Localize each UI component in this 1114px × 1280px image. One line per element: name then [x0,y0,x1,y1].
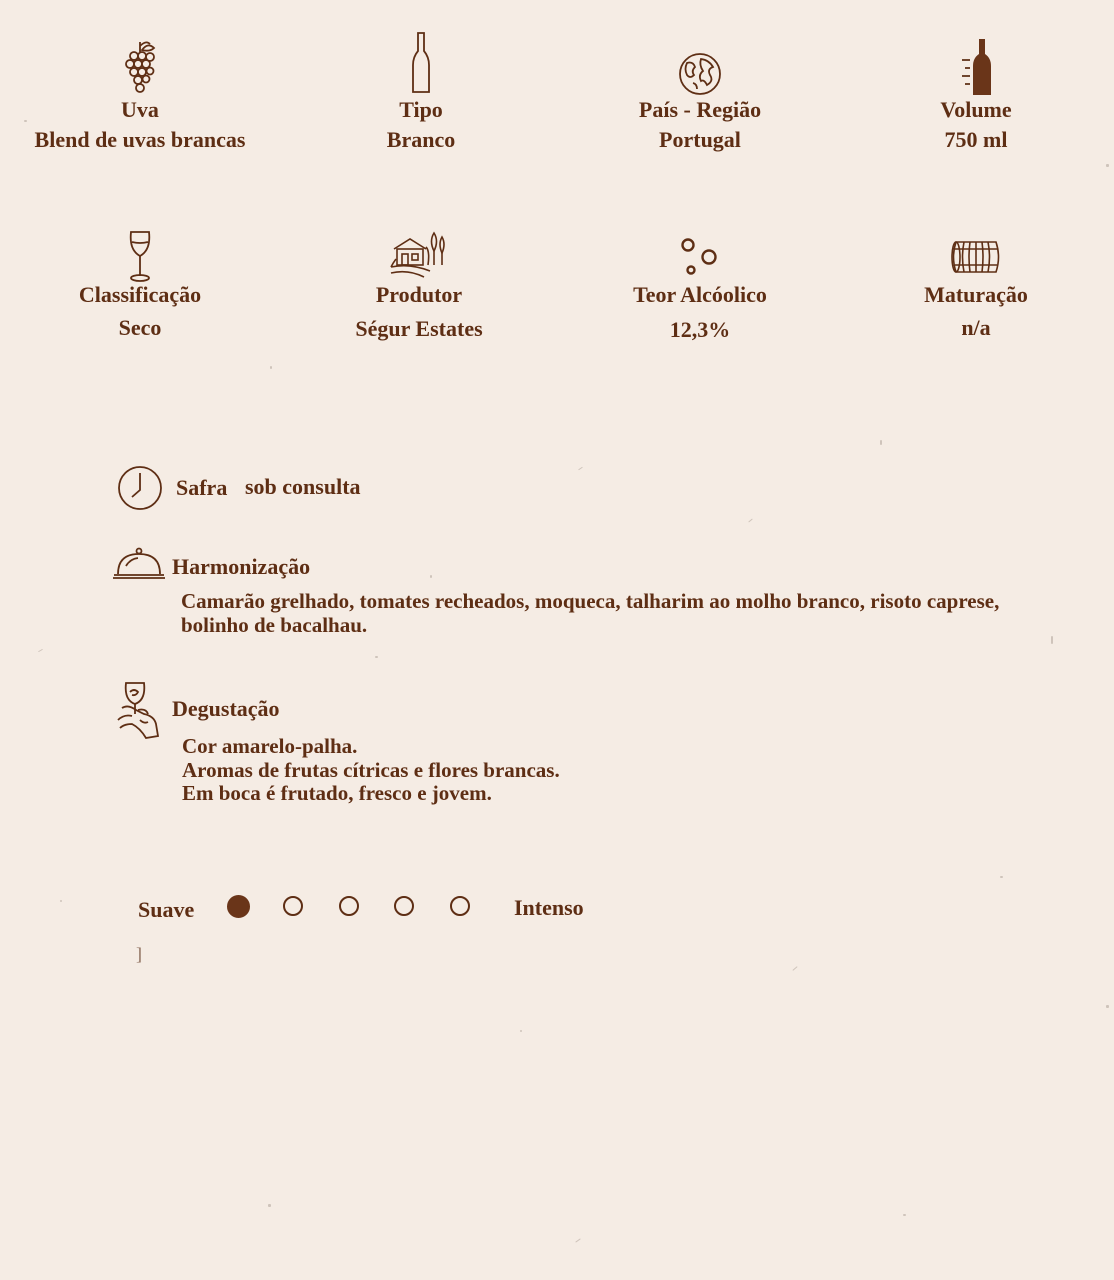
bubbles-icon [680,237,720,277]
spec-value: Ségur Estates [355,316,483,341]
bottle-volume-icon [956,38,996,96]
spec-value: Blend de uvas brancas [34,127,246,152]
sommelier-icon [116,680,162,740]
spec-value: Seco [118,315,162,340]
spec-label: Tipo [399,97,443,122]
harmonizacao-title: Harmonização [172,554,311,579]
spec-label: Volume [940,97,1012,122]
harmonizacao-text: Camarão grelhado, tomates recheados, moqueca, talharim ao molho branco, risoto caprese, bolinho de bacalhau. [181,589,1000,637]
spec-label: Classificação [78,282,202,307]
spec-value: Portugal [659,127,741,152]
spec-label: Teor Alcóolico [633,282,767,307]
degustacao-line: Em boca é frutado, fresco e jovem. [182,781,492,805]
spec-value: 750 ml [944,127,1008,152]
wine-glass-icon [127,230,153,284]
globe-icon [677,51,723,97]
degustacao-line: Aromas de frutas cítricas e flores brancas. [182,758,560,782]
spec-value: Branco [386,127,456,152]
intensity-dot [227,895,250,918]
spec-label: Uva [121,97,159,122]
bottle-outline-icon [410,31,432,95]
intensity-high-label: Intenso [514,895,584,920]
intensity-dot [283,896,303,916]
safra-value: sob consulta [245,474,361,499]
winery-icon [390,229,448,279]
safra-label: Safra [176,475,228,500]
degustacao-title: Degustação [172,696,280,721]
spec-label: Maturação [924,282,1028,307]
stray-mark: ] [136,944,142,964]
barrel-icon [950,238,1002,276]
intensity-dot [450,896,470,916]
intensity-dot [394,896,414,916]
spec-label: País - Região [638,97,762,122]
cloche-icon [112,546,166,580]
clock-icon [117,465,163,511]
grape-icon [120,38,160,96]
spec-value: 12,3% [669,317,731,342]
intensity-low-label: Suave [138,897,195,922]
degustacao-line: Cor amarelo-palha. [182,734,358,758]
spec-value: n/a [961,315,991,340]
intensity-dot [339,896,359,916]
spec-label: Produtor [375,282,463,307]
